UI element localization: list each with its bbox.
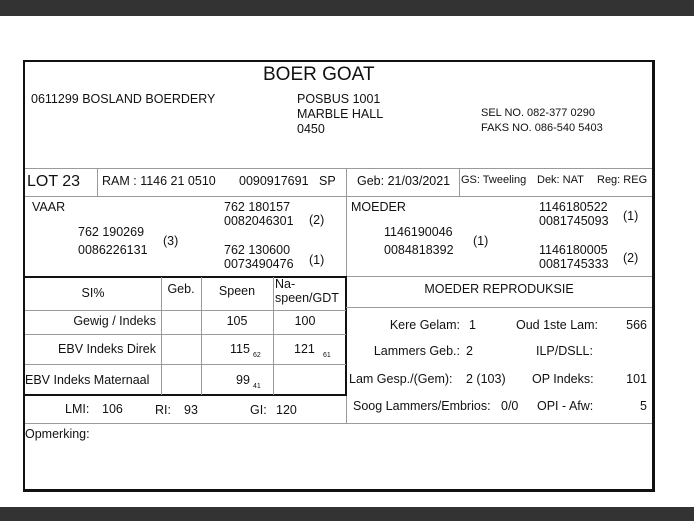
lmi-value: 106: [102, 402, 123, 416]
opi-afw-label: OPI - Afw:: [537, 399, 594, 413]
sire-grandsire: [224, 200, 294, 228]
dam-granddam-count: (2): [623, 251, 639, 265]
divider: [346, 276, 652, 277]
sire-label: VAAR: [32, 200, 66, 214]
si-header-si: SI%: [81, 286, 105, 300]
si-row-speen: 115: [230, 342, 250, 356]
ram-id: 0090917691: [239, 174, 309, 188]
divider: [25, 364, 346, 365]
dam-count: (1): [473, 234, 489, 248]
op-indeks-label: OP Indeks:: [532, 372, 594, 386]
oud-1ste-lam-value: 566: [626, 318, 647, 332]
bottom-dark-band: [0, 507, 694, 521]
dam-grandsire-reg: 1146180522: [539, 200, 608, 214]
si-row-label: Gewig / Indeks: [73, 314, 156, 328]
lam-gesp-label: Lam Gesp./(Gem):: [349, 372, 453, 386]
sire-reg: 762 190269: [78, 225, 145, 239]
sire-granddam: [224, 243, 294, 271]
si-table-bottom-border: [23, 394, 347, 396]
divider: [25, 196, 652, 197]
kere-gelam-value: 1: [469, 318, 476, 332]
gi-label: GI:: [250, 403, 267, 417]
si-row-label: EBV Indeks Maternaal: [25, 373, 150, 387]
breeder-name: 0611299 BOSLAND BOERDERY: [31, 92, 216, 106]
si-header-naspeen-line1: Na-: [275, 277, 296, 291]
sire-grandsire-reg: 762 180157: [224, 200, 291, 214]
sire-id: 0086226131: [78, 243, 148, 257]
dam-grandsire: [539, 200, 609, 228]
gi-value: 120: [276, 403, 297, 417]
dam-granddam-id: 0081745333: [539, 257, 609, 271]
mating-type: Dek: NAT: [537, 174, 584, 186]
dam-ids: [384, 223, 454, 259]
dam-label: MOEDER: [351, 200, 406, 214]
si-row-label: EBV Indeks Direk: [58, 342, 156, 356]
dam-granddam-reg: 1146180005: [539, 243, 608, 257]
registration: Reg: REG: [597, 174, 648, 186]
remarks-label: Opmerking:: [25, 427, 90, 441]
divider: [346, 307, 652, 308]
address-line-1: POSBUS 1001: [297, 92, 381, 106]
si-row-naspeen-accuracy: 61: [323, 352, 331, 359]
ri-label: RI:: [155, 403, 171, 417]
reproduction-title: MOEDER REPRODUKSIE: [424, 282, 574, 296]
si-row-speen-accuracy: 62: [253, 352, 261, 359]
divider: [25, 168, 652, 169]
lmi-label: LMI:: [65, 402, 90, 416]
sire-granddam-count: (1): [309, 253, 325, 267]
birth-date: Geb: 21/03/2021: [357, 174, 451, 188]
sire-granddam-reg: 762 130600: [224, 243, 291, 257]
contact-info: [481, 106, 603, 136]
oud-1ste-lam-label: Oud 1ste Lam:: [516, 318, 598, 332]
si-header-naspeen: [275, 277, 339, 305]
ilp-dsll-label: ILP/DSLL:: [536, 344, 593, 358]
top-dark-band: [0, 0, 694, 16]
ram-grade: SP: [319, 174, 336, 188]
lammers-geb-label: Lammers Geb.:: [373, 344, 460, 358]
dam-grandsire-count: (1): [623, 209, 639, 223]
op-indeks-value: 101: [626, 372, 647, 386]
soog-value: 0/0: [501, 399, 519, 413]
sire-count: (3): [163, 234, 179, 248]
sire-grandsire-count: (2): [309, 213, 325, 227]
divider: [25, 334, 346, 335]
lot-number: LOT 23: [27, 173, 81, 190]
ram-reg: RAM : 1146 21 0510: [102, 174, 216, 188]
card-title: BOER GOAT: [263, 64, 375, 85]
sire-granddam-id: 0073490476: [224, 257, 294, 271]
si-row-speen: 99: [236, 373, 250, 387]
dam-grandsire-id: 0081745093: [539, 214, 609, 228]
lam-gesp-value: 2 (103): [466, 372, 506, 386]
divider: [97, 168, 98, 196]
si-row-naspeen: 121: [294, 342, 315, 356]
divider: [273, 277, 274, 395]
si-row-naspeen: 100: [294, 314, 316, 328]
kere-gelam-label: Kere Gelam:: [389, 318, 460, 332]
si-row-speen: 105: [226, 314, 248, 328]
soog-label: Soog Lammers/Embrios:: [353, 399, 491, 413]
lammers-geb-value: 2: [466, 344, 473, 358]
birth-status: GS: Tweeling: [461, 174, 527, 186]
divider: [25, 310, 346, 311]
divider: [346, 396, 347, 423]
si-header-geb: Geb.: [167, 282, 195, 296]
sire-grandsire-id: 0082046301: [224, 214, 294, 228]
si-header-speen: Speen: [218, 284, 256, 298]
divider: [346, 168, 347, 276]
opi-afw-value: 5: [640, 399, 647, 413]
breeder-address: [297, 92, 383, 137]
si-row-speen-accuracy: 41: [253, 383, 261, 390]
sire-ids: [78, 223, 148, 259]
dam-reg: 1146190046: [384, 225, 453, 239]
ri-value: 93: [184, 403, 198, 417]
si-header-naspeen-line2: speen/GDT: [275, 291, 339, 305]
address-line-3: 0450: [297, 122, 325, 136]
dam-granddam: [539, 243, 609, 271]
cell-number: SEL NO. 082-377 0290: [481, 107, 595, 119]
dam-id: 0084818392: [384, 243, 454, 257]
divider: [25, 423, 652, 424]
address-line-2: MARBLE HALL: [297, 107, 384, 121]
fax-number: FAKS NO. 086-540 5403: [481, 122, 603, 134]
divider: [459, 168, 460, 196]
